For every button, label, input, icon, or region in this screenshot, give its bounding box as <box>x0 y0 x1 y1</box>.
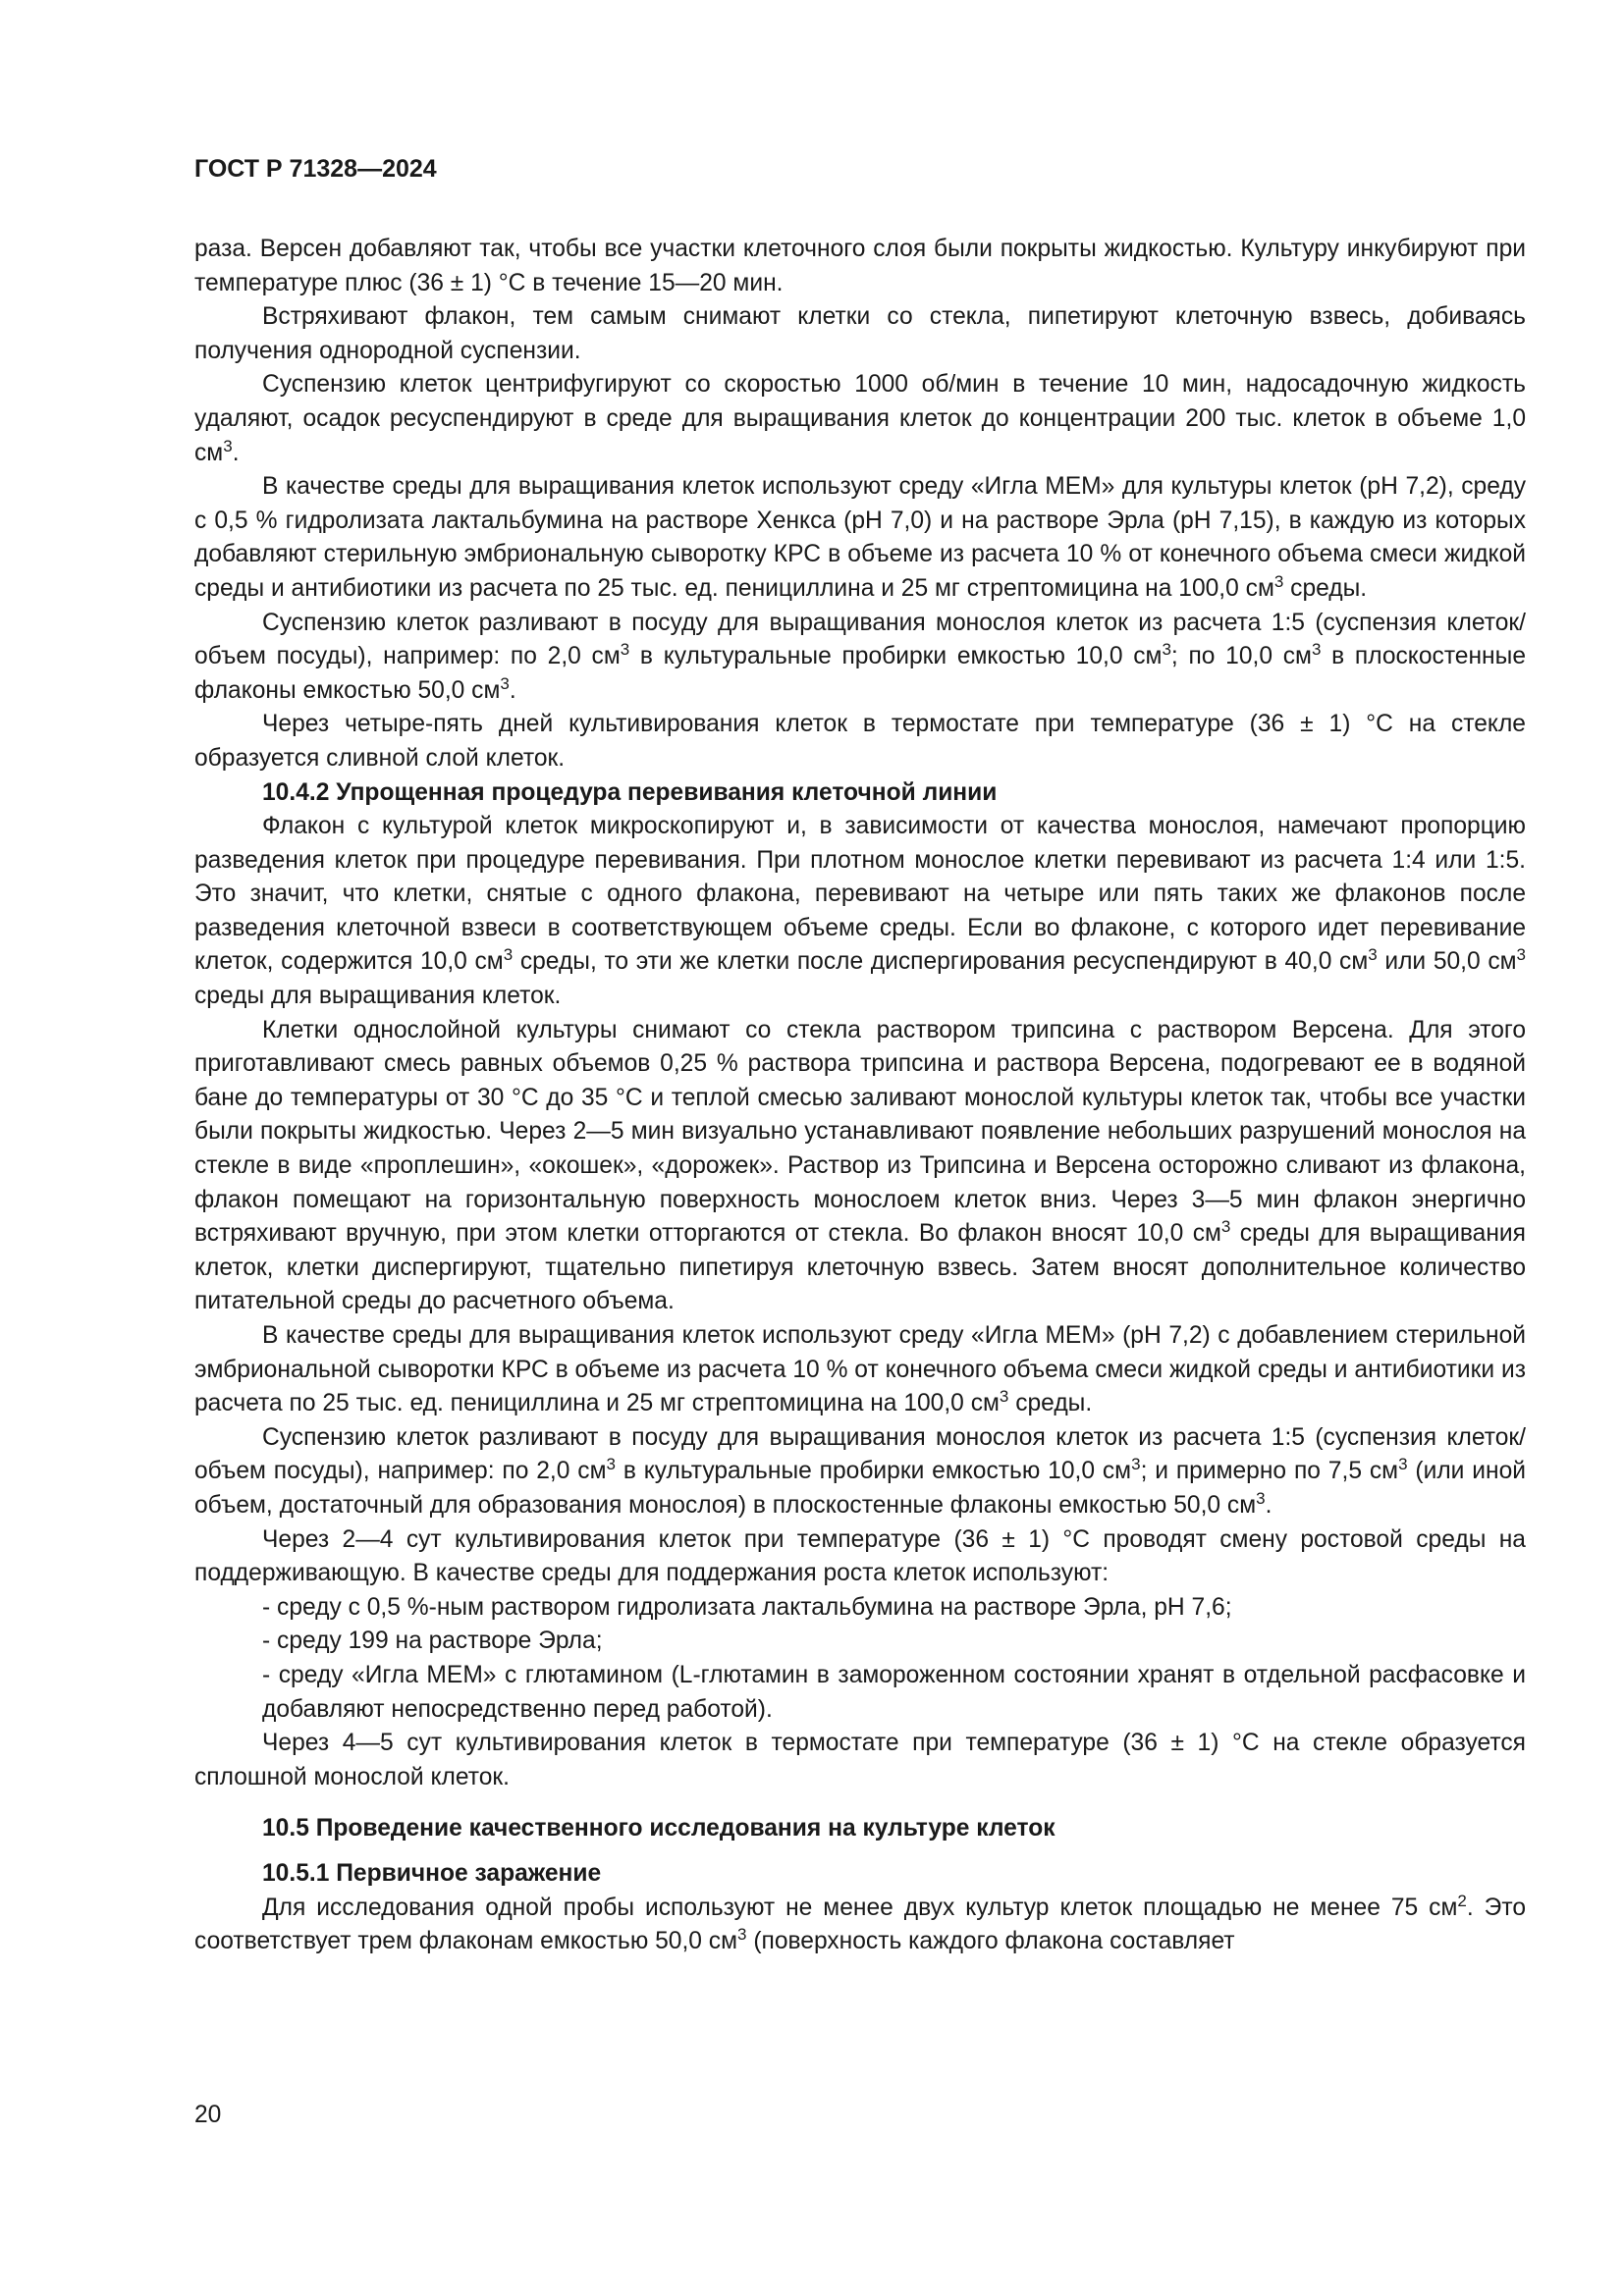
paragraph <box>194 1892 1526 1959</box>
text-run: . <box>509 676 516 704</box>
text-run: среды, то эти же клетки после диспергирования ресуспендируют в 40,0 см <box>513 948 1369 976</box>
text-run: в культуральные пробирки емкостью 10,0 см <box>615 1458 1132 1485</box>
text-run: Флакон с культурой клеток микроскопируют и, в зависимости от качества монослоя, намечают пропорцию разведения клеток при процедуре перевивания. При плотном монослое клетки перевивают из расчета 1:4 или 1:5. Это значит, что клетки, снятые с одного флакона, перевивают на четыре или пять таких же флаконов после разведения клеточной взвеси в соответствующем объеме среды. Если во флаконе, с которого идет перевивание клеток, содержится 10,0 см <box>194 813 1526 976</box>
superscript: 3 <box>1256 1488 1266 1508</box>
superscript: 2 <box>1457 1891 1467 1910</box>
text-run: в культуральные пробирки емкостью 10,0 см <box>629 643 1163 670</box>
paragraph <box>194 300 1526 368</box>
text-run: . <box>1265 1491 1272 1519</box>
superscript: 3 <box>606 1455 616 1474</box>
text-run: Суспензию клеток разливают в посуду для выращивания монослоя клеток из расчета 1:5 (суспензия клеток/объем посуды), например: по 2,0 см <box>194 1423 1526 1485</box>
superscript: 3 <box>1368 945 1378 965</box>
paragraph-continuation <box>194 233 1526 300</box>
paragraph <box>194 368 1526 470</box>
paragraph <box>194 1319 1526 1421</box>
text-run: . Это соответствует трем флаконам емкостью 50,0 см <box>194 1894 1526 1955</box>
text-run: Через 4—5 сут культивирования клеток в термостате при температуре (36 ± 1) °С на стекле образуется сплошной монослой клеток. <box>194 1730 1526 1790</box>
text-run: В качестве среды для выращивания клеток используют среду «Игла МЕМ» (рН 7,2) с добавлением стерильной эмбриональной сыворотки КРС в объеме из расчета 10 % от конечного объема смеси жидкой среды и антибиотики из расчета по 25 тыс. ед. пенициллина и 25 мг стрептомицина на 100,0 см <box>194 1322 1526 1417</box>
paragraph <box>194 1014 1526 1319</box>
paragraph <box>194 1421 1526 1523</box>
text-run: - среду с 0,5 %-ным раствором гидролизата лактальбумина на растворе Эрла, рН 7,6; <box>262 1593 1232 1621</box>
superscript: 3 <box>1162 640 1171 660</box>
text-run: в плоскостенные флаконы емкостью 50,0 см <box>194 643 1526 704</box>
text-run: Для исследования одной пробы используют не менее двух культур клеток площадью не менее 75 см <box>262 1894 1458 1921</box>
section-heading-10-5 <box>194 1812 1526 1846</box>
superscript: 3 <box>620 640 630 660</box>
superscript: 3 <box>999 1387 1009 1407</box>
superscript: 3 <box>1220 1217 1231 1237</box>
text-run: Клетки однослойной культуры снимают со стекла раствором трипсина с раствором Версена. Для этого приготавливают смесь равных объемов 0,25 % раствора трипсина и раствора Версена, подогревают ее в водяной бане до температуры от 30 °С до 35 °С и теплой смесью заливают монослой культуры клеток так, чтобы все участки были покрыты жидкостью. Через 2—5 мин визуально устанавливают появление небольших разрушений монослоя на стекле в виде «проплешин», «окошек», «дорожек». Раствор из Трипсина и Версена осторожно сливают из флакона, флакон помещают на горизонтальную поверхность монослоем клеток вниз. Через 3—5 мин флакон энергично встряхивают вручную, при этом клетки отторгаются от стекла. Во флакон вносят 10,0 см <box>194 1016 1526 1248</box>
text-run: Суспензию клеток разливают в посуду для выращивания монослоя клеток из расчета 1:5 (суспензия клеток/объем посуды), например: по 2,0 см <box>194 609 1526 670</box>
text-run: среды. <box>1283 574 1368 602</box>
subsection-heading-10-4-2 <box>194 776 1526 811</box>
document-code: ГОСТ Р 71328—2024 <box>194 155 437 183</box>
text-run: Встряхивают флакон, тем самым снимают клетки со стекла, пипетируют клеточную взвесь, добиваясь получения однородной суспензии. <box>194 303 1526 364</box>
text-run: среды для выращивания клеток. <box>194 983 562 1010</box>
page-number: 20 <box>194 2102 222 2128</box>
text-run: или 50,0 см <box>1377 948 1517 976</box>
text-run: 10.5 Проведение качественного исследования на культуре клеток <box>262 1815 1056 1842</box>
text-run: ; и примерно по 7,5 см <box>1140 1458 1399 1485</box>
list-item <box>194 1591 1526 1626</box>
text-run: В качестве среды для выращивания клеток используют среду «Игла МЕМ» для культуры клеток (рН 7,2), среду с 0,5 % гидролизата лактальбумина на растворе Хенкса (рН 7,0) и на растворе Эрла (рН 7,15), в каждую из которых добавляют стерильную эмбриональную сыворотку КРС в объеме из расчета 10 % от конечного объема смеси жидкой среды и антибиотики из расчета по 25 тыс. ед. пенициллина и 25 мг стрептомицина на 100,0 см <box>194 473 1526 602</box>
text-run: раза. Версен добавляют так, чтобы все участки клеточного слоя были покрыты жидкостью. Культуру инкубируют при температуре плюс (36 ± 1) °С в течение 15—20 мин. <box>194 236 1526 296</box>
text-run: среды для выращивания клеток, клетки диспергируют, тщательно пипетируя клеточную взвесь. Затем вносят дополнительное количество питательной среды до расчетного объема. <box>194 1220 1526 1315</box>
superscript: 3 <box>223 436 233 455</box>
text-run: Через четыре-пять дней культивирования клеток в термостате при температуре (36 ± 1) °С на стекле образуется сливной слой клеток. <box>194 711 1526 772</box>
text-run: (или иной объем, достаточный для образования монослоя) в плоскостенные флаконы емкостью 50,0 см <box>194 1458 1526 1519</box>
superscript: 3 <box>503 945 514 965</box>
superscript: 3 <box>1516 945 1526 965</box>
superscript: 3 <box>1311 640 1322 660</box>
superscript: 3 <box>1131 1455 1141 1474</box>
paragraph <box>194 607 1526 709</box>
text-run: (поверхность каждого флакона составляет <box>746 1928 1235 1955</box>
superscript: 3 <box>737 1925 747 1945</box>
paragraph <box>194 1727 1526 1794</box>
text-run: - среду «Игла МЕМ» с глютамином (L-глютамин в замороженном состоянии хранят в отдельной расфасовке и добавляют непосредственно перед работой). <box>262 1661 1526 1723</box>
paragraph <box>194 810 1526 1014</box>
document-body <box>194 233 1526 1959</box>
text-run: . <box>232 439 240 466</box>
superscript: 3 <box>500 673 510 693</box>
text-run: Суспензию клеток центрифугируют со скоростью 1000 об/мин в течение 10 мин, надосадочную жидкость удаляют, осадок ресуспендируют в среде для выращивания клеток до концентрации 200 тыс. клеток в объеме 1,0 см <box>194 371 1526 466</box>
text-run: Через 2—4 сут культивирования клеток при температуре (36 ± 1) °С проводят смену ростовой среды на поддерживающую. В качестве среды для поддержания роста клеток используют: <box>194 1525 1526 1587</box>
list-item <box>194 1659 1526 1727</box>
text-run: среды. <box>1008 1390 1093 1417</box>
superscript: 3 <box>1398 1455 1408 1474</box>
text-run: 10.4.2 Упрощенная процедура перевивания клеточной линии <box>262 778 998 806</box>
text-run: 10.5.1 Первичное заражение <box>262 1859 602 1887</box>
paragraph <box>194 470 1526 606</box>
paragraph <box>194 1523 1526 1591</box>
paragraph <box>194 708 1526 775</box>
text-run: ; по 10,0 см <box>1170 643 1312 670</box>
subsection-heading-10-5-1 <box>194 1857 1526 1892</box>
list-item <box>194 1625 1526 1659</box>
superscript: 3 <box>1273 571 1284 591</box>
text-run: - среду 199 на растворе Эрла; <box>262 1628 603 1655</box>
